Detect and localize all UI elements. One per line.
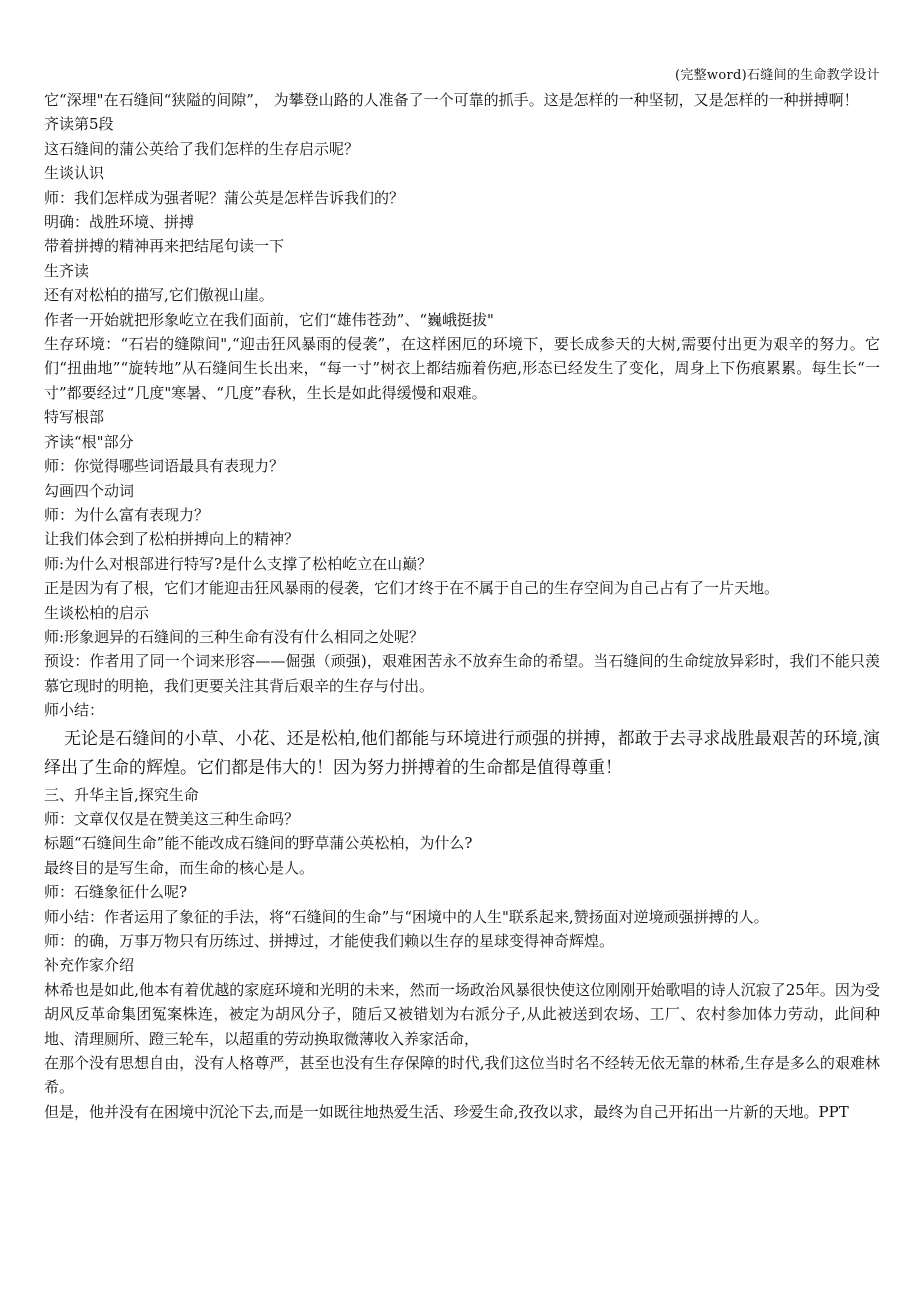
- paragraph: 最终目的是写生命，而生命的核心是人。: [44, 858, 315, 877]
- paragraph: 特写根部: [44, 408, 105, 427]
- paragraph: 作者一开始就把形象屹立在我们面前，它们“雄伟苍劲”、“巍峨挺拔": [44, 310, 494, 329]
- paragraph: 师：文章仅仅是在赞美这三种生命吗？: [44, 809, 300, 828]
- paragraph: 标题“石缝间生命”能不能改成石缝间的野草蒲公英松柏，为什么?: [44, 834, 473, 853]
- paragraph: 师：石缝象征什么呢?: [44, 883, 188, 902]
- document-body: [44, 88, 880, 1124]
- paragraph: 补充作家介绍: [44, 956, 135, 975]
- paragraph: 师：为什么富有表现力？: [44, 505, 210, 524]
- paragraph: 让我们体会到了松柏拼搏向上的精神？: [44, 530, 300, 549]
- paragraph: 生谈认识: [44, 164, 105, 183]
- paragraph: 勾画四个动词: [44, 481, 135, 500]
- paragraph: 师：的确，万事万物只有历练过、拼搏过，才能使我们赖以生存的星球变得神奇辉煌。: [44, 932, 615, 950]
- paragraph: 师:为什么对根部进行特写?是什么支撑了松柏屹立在山巅？: [44, 554, 433, 573]
- summary-paragraph: 无论是石缝间的小草、小花、还是松柏,他们都能与环境进行顽强的拼搏，都敢于去寻求战胜最艰苦的环境,演绎出了生命的辉煌。它们都是伟大的！因为努力拼搏着的生命都是值得尊重！: [44, 728, 880, 778]
- paragraph: 林希也是如此,他本有着优越的家庭环境和光明的未来，然而一场政治风暴很快使这位刚刚开始歌唱的诗人沉寂了25年。因为受胡风反革命集团冤案株连，被定为胡风分子，随后又被错划为右派分子,从此被送到农场、工厂、农村参加体力劳动，此间种地、清理厕所、蹬三轮车，以超重的劳动换取微薄收入养家活命，: [44, 980, 880, 1048]
- paragraph: 齐读“根"部分: [44, 432, 134, 451]
- paragraph: 师：我们怎样成为强者呢？蒲公英是怎样告诉我们的？: [44, 188, 405, 207]
- paragraph: 师小结：作者运用了象征的手法，将“石缝间的生命”与“困境中的人生"联系起来,赞扬面对逆境顽强拼搏的人。: [44, 907, 769, 926]
- paragraph: 明确：战胜环境、拼搏: [44, 213, 195, 232]
- section-heading: 三、升华主旨,探究生命: [44, 785, 199, 804]
- paragraph: 带着拼搏的精神再来把结尾句读一下: [44, 237, 285, 256]
- paragraph: 生齐读: [44, 261, 90, 280]
- paragraph: 生谈松柏的启示: [44, 603, 150, 622]
- paragraph: 师：你觉得哪些词语最具有表现力？: [44, 457, 285, 476]
- paragraph: 预设：作者用了同一个词来形容——倔强（顽强)，艰难困苦永不放弃生命的希望。当石缝间的生命绽放异彩时，我们不能只羡慕它现时的明艳，我们更要关注其背后艰辛的生存与付出。: [44, 652, 880, 695]
- paragraph: 这石缝间的蒲公英给了我们怎样的生存启示呢？: [44, 139, 360, 158]
- paragraph: 师小结：: [44, 701, 105, 720]
- paragraph: 但是，他并没有在困境中沉沦下去,而是一如既往地热爱生活、珍爱生命,孜孜以求，最终为自己开拓出一片新的天地。PPT: [44, 1102, 849, 1121]
- page-header: (完整word)石缝间的生命教学设计: [674, 68, 880, 83]
- paragraph: 在那个没有思想自由，没有人格尊严，甚至也没有生存保障的时代,我们这位当时名不经转无依无靠的林希,生存是多么的艰难林希。: [44, 1054, 880, 1097]
- paragraph: 生存环境：“石岩的缝隙间",“迎击狂风暴雨的侵袭”，在这样困厄的环境下，要长成参天的大树,需要付出更为艰辛的努力。它们“扭曲地”“旋转地”从石缝间生长出来，“每一寸”树衣上都结痂着伤疤,形态已经发生了变化，周身上下伤痕累累。每生长“一寸”都要经过“几度"寒暑、“几度”春秋，生长是如此得缓慢和艰难。: [44, 335, 880, 402]
- paragraph: 师:形象迥异的石缝间的三种生命有没有什么相同之处呢？: [44, 627, 425, 646]
- paragraph: 它“深埋"在石缝间“狭隘的间隙”， 为攀登山路的人准备了一个可靠的抓手。这是怎样的一种坚韧，又是怎样的一种拼搏啊！: [44, 91, 859, 109]
- paragraph: 齐读第5段: [44, 115, 114, 134]
- paragraph: 还有对松柏的描写,它们傲视山崖。: [44, 286, 274, 305]
- paragraph: 正是因为有了根，它们才能迎击狂风暴雨的侵袭，它们才终于在不属于自己的生存空间为自己占有了一片天地。: [44, 579, 780, 598]
